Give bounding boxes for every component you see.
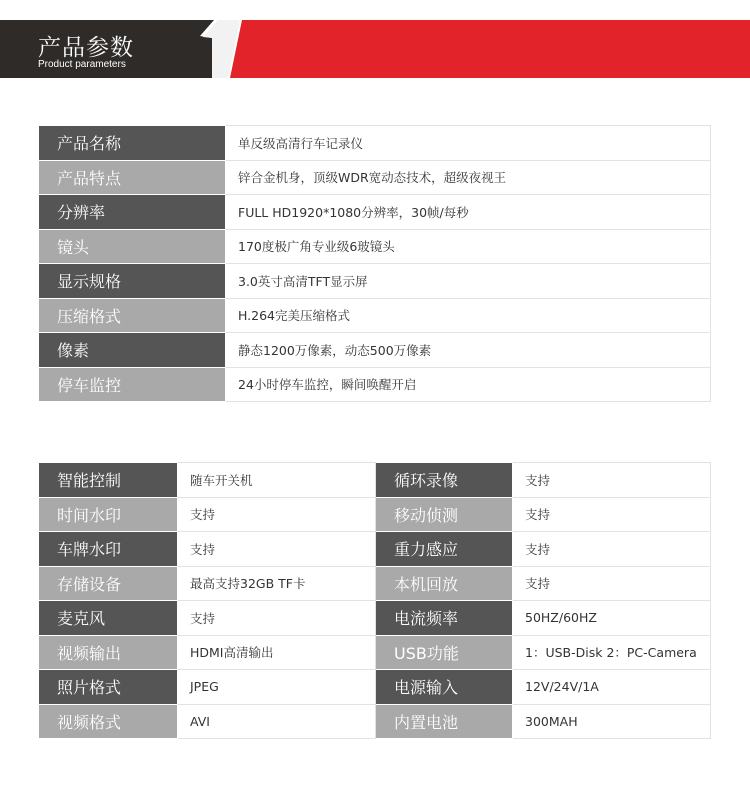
table-row (39, 566, 711, 601)
feature-label: 麦克风 (39, 601, 178, 636)
table-row (39, 298, 711, 333)
section-subtitle: Product parameters (38, 59, 126, 70)
header-red-band (230, 20, 750, 78)
feature-label: 内置电池 (376, 704, 513, 739)
table-row (39, 601, 711, 636)
table-row (39, 126, 711, 161)
spec-value: 3.0英寸高清TFT显示屏 (226, 264, 711, 299)
feature-value: HDMI高清输出 (178, 635, 376, 670)
feature-label: 重力感应 (376, 532, 513, 567)
feature-value: 支持 (513, 497, 711, 532)
feature-label: 本机回放 (376, 566, 513, 601)
feature-value: 1：USB-Disk 2：PC-Camera (513, 635, 711, 670)
feature-value: 最高支持32GB TF卡 (178, 566, 376, 601)
feature-label: 电源输入 (376, 670, 513, 705)
section-title: 产品参数 (38, 35, 134, 61)
table-row (39, 497, 711, 532)
feature-value: 50HZ/60HZ (513, 601, 711, 636)
table-row (39, 333, 711, 368)
spec-label: 停车监控 (39, 367, 226, 402)
spec-label: 压缩格式 (39, 298, 226, 333)
feature-value: 支持 (513, 532, 711, 567)
feature-value: 支持 (178, 497, 376, 532)
table-row (39, 532, 711, 567)
feature-label: 时间水印 (39, 497, 178, 532)
feature-label: 视频输出 (39, 635, 178, 670)
feature-label: 照片格式 (39, 670, 178, 705)
feature-label: 视频格式 (39, 704, 178, 739)
table-row (39, 367, 711, 402)
table-row (39, 463, 711, 498)
table-row (39, 229, 711, 264)
feature-table (38, 462, 711, 739)
table-row (39, 195, 711, 230)
feature-label: 车牌水印 (39, 532, 178, 567)
spec-label: 像素 (39, 333, 226, 368)
feature-label: 循环录像 (376, 463, 513, 498)
spec-value: 170度极广角专业级6玻镜头 (226, 229, 711, 264)
spec-value: 单反级高清行车记录仪 (226, 126, 711, 161)
spec-label: 镜头 (39, 229, 226, 264)
spec-label: 显示规格 (39, 264, 226, 299)
spec-value: H.264完美压缩格式 (226, 298, 711, 333)
feature-value: JPEG (178, 670, 376, 705)
feature-value: 支持 (513, 566, 711, 601)
spec-value: FULL HD1920*1080分辨率，30帧/每秒 (226, 195, 711, 230)
feature-label: 智能控制 (39, 463, 178, 498)
feature-value: AVI (178, 704, 376, 739)
spec-label: 产品名称 (39, 126, 226, 161)
feature-label: 移动侦测 (376, 497, 513, 532)
spec-value: 静态1200万像素，动态500万像素 (226, 333, 711, 368)
table-row (39, 670, 711, 705)
spec-table (38, 125, 711, 402)
table-row (39, 160, 711, 195)
feature-value: 随车开关机 (178, 463, 376, 498)
feature-value: 12V/24V/1A (513, 670, 711, 705)
feature-label: USB功能 (376, 635, 513, 670)
spec-value: 锌合金机身，顶级WDR宽动态技术，超级夜视王 (226, 160, 711, 195)
feature-label: 电流频率 (376, 601, 513, 636)
spec-label: 分辨率 (39, 195, 226, 230)
section-header (0, 20, 750, 78)
feature-value: 300MAH (513, 704, 711, 739)
table-row (39, 264, 711, 299)
table-row (39, 635, 711, 670)
feature-value: 支持 (178, 601, 376, 636)
spec-value: 24小时停车监控，瞬间唤醒开启 (226, 367, 711, 402)
feature-label: 存储设备 (39, 566, 178, 601)
spec-label: 产品特点 (39, 160, 226, 195)
table-row (39, 704, 711, 739)
feature-value: 支持 (178, 532, 376, 567)
feature-value: 支持 (513, 463, 711, 498)
